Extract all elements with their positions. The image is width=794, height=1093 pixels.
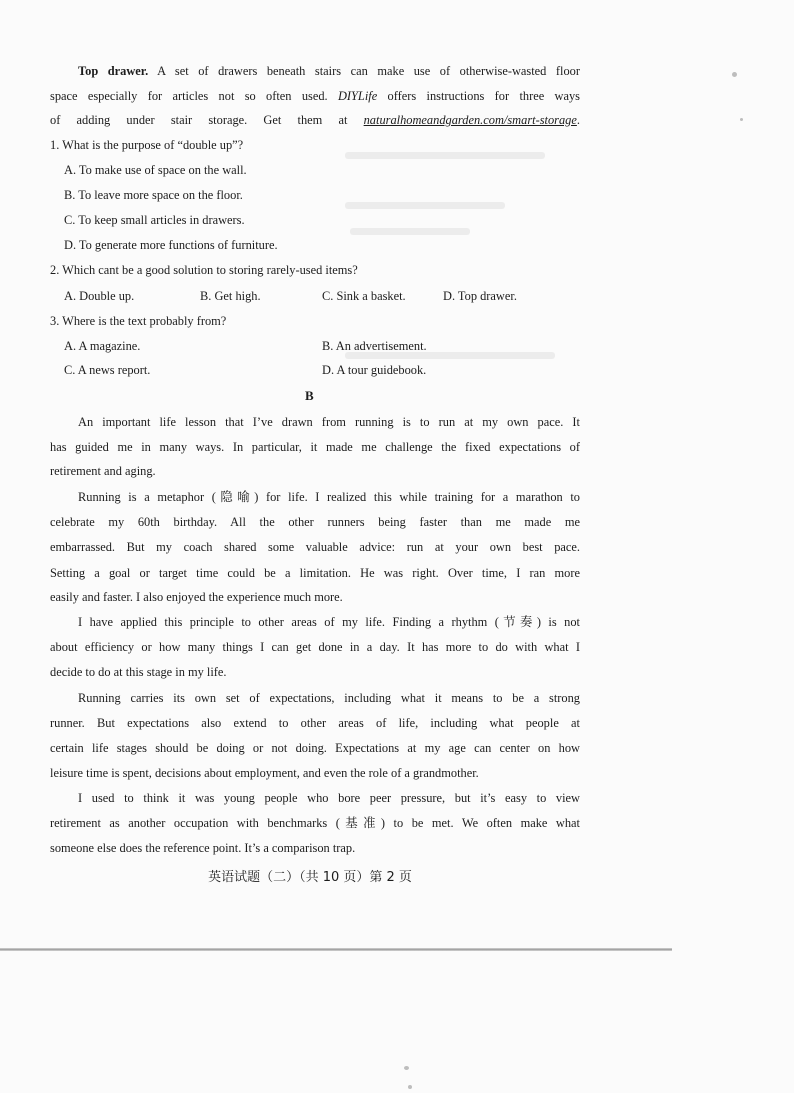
question-2-option-d[interactable]: D. Top drawer. (443, 289, 517, 303)
section-b-title: B (305, 388, 314, 403)
section-b-line: An important life lesson that I’ve drawn from running is to run at my own pace. It (78, 415, 580, 429)
passage-a-line-1: Top drawer. A set of drawers beneath stairs can make use of otherwise-wasted floor (78, 64, 580, 78)
speck (404, 1066, 409, 1070)
section-b-line: Running carries its own set of expectations, including what it means to be a strong (78, 691, 580, 705)
question-1-option-c[interactable]: C. To keep small articles in drawers. (64, 213, 245, 227)
section-b-line: Running is a metaphor (隐喻) for life. I realized this while training for a marathon to (78, 490, 580, 504)
section-b-line: about efficiency or how many things I can get done in a day. It has more to do with what I (50, 640, 580, 654)
section-b-line: I have applied this principle to other areas of my life. Finding a rhythm (节奏) is not (78, 615, 580, 629)
section-b-line: embarrassed. But my coach shared some valuable advice: run at your own best pace. (50, 540, 580, 554)
speck (732, 72, 737, 77)
question-1-stem: 1. What is the purpose of “double up”? (50, 138, 244, 152)
section-b-line: certain life stages should be doing or not doing. Expectations at my age can center on how (50, 741, 580, 755)
scan-edge-rule (0, 948, 672, 951)
page-footer: 英语试题（二）（共 10 页）第 2 页 (208, 870, 412, 885)
section-b-line: leisure time is spent, decisions about employment, and even the role of a grandmother. (50, 766, 479, 780)
question-1-option-d[interactable]: D. To generate more functions of furniture. (64, 238, 278, 252)
section-b-line: runner. But expectations also extend to other areas of life, including what people at (50, 716, 580, 730)
question-2-option-a[interactable]: A. Double up. (64, 289, 135, 303)
question-3-option-a[interactable]: A. A magazine. (64, 339, 141, 353)
question-1-option-a[interactable]: A. To make use of space on the wall. (64, 163, 247, 177)
section-b-line: I used to think it was young people who bore peer pressure, but it’s easy to view (78, 791, 580, 805)
passage-a-line-3: of adding under stair storage. Get them at naturalhomeandgarden.com/smart-storage. (50, 113, 580, 127)
question-3-option-c[interactable]: C. A news report. (64, 363, 151, 377)
question-3-stem: 3. Where is the text probably from? (50, 314, 227, 328)
section-b-line: Setting a goal or target time could be a limitation. He was right. Over time, I ran more (50, 566, 580, 580)
section-b-line: someone else does the reference point. It’s a comparison trap. (50, 841, 356, 855)
speck (408, 1085, 412, 1089)
section-b-line: retirement as another occupation with benchmarks (基准) to be met. We often make what (50, 816, 580, 830)
question-2-stem: 2. Which cant be a good solution to storing rarely-used items? (50, 263, 358, 277)
section-b-line: easily and faster. I also enjoyed the experience much more. (50, 590, 343, 604)
speck (740, 118, 743, 121)
question-2-option-c[interactable]: C. Sink a basket. (322, 289, 406, 303)
diylife-title: DIYLife (337, 89, 378, 103)
section-b-line: celebrate my 60th birthday. All the other runners being faster than me made me (50, 515, 580, 529)
top-drawer-heading: Top drawer. (78, 64, 149, 78)
passage-a-line-2: space especially for articles not so often used. DIYLife offers instructions for three ways (50, 89, 580, 103)
section-b-line: has guided me in many ways. In particular, it made me challenge the fixed expectations of (50, 440, 580, 454)
section-b-line: decide to do at this stage in my life. (50, 665, 227, 679)
question-1-option-b[interactable]: B. To leave more space on the floor. (64, 188, 243, 202)
question-3-option-b[interactable]: B. An advertisement. (322, 339, 427, 353)
storage-link[interactable]: naturalhomeandgarden.com/smart-storage (363, 113, 577, 127)
question-3-option-d[interactable]: D. A tour guidebook. (322, 363, 427, 377)
bleed-through-mark (345, 202, 505, 209)
bleed-through-mark (350, 228, 470, 235)
question-2-option-b[interactable]: B. Get high. (200, 289, 261, 303)
bleed-through-mark (345, 152, 545, 159)
section-b-line: retirement and aging. (50, 464, 156, 478)
